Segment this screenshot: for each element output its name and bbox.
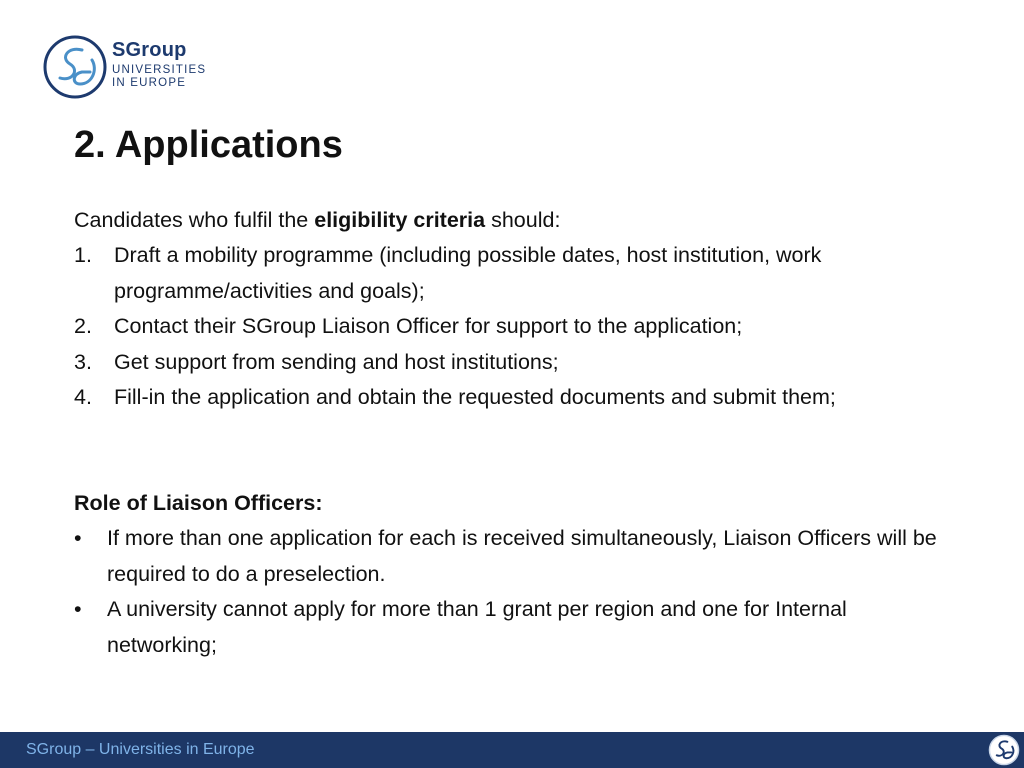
steps-list [74,238,954,415]
step-text: Contact their SGroup Liaison Officer for support to the application; [114,314,743,339]
step-text: Get support from sending and host institutions; [114,349,559,374]
bullet-icon: • [74,597,82,622]
role-item [74,521,954,592]
footer-bar [0,732,1024,768]
role-item-text: A university cannot apply for more than 1 grant per region and one for Internal networking; [107,597,847,657]
step-text: Fill-in the application and obtain the requested documents and submit them; [114,385,836,410]
step-item [74,345,954,380]
slide-title: 2. Applications [74,124,343,166]
intro-text-after: should: [485,208,561,232]
applications-section [74,203,954,415]
role-item-text: If more than one application for each is received simultaneously, Liaison Officers will be required to do a preselection. [107,526,937,586]
sgroup-logo [42,34,222,100]
intro-text-before: Candidates who fulfil the [74,208,315,232]
logo-line-1: UNIVERSITIES [112,64,207,76]
step-item [74,238,954,309]
step-text: Draft a mobility programme (including possible dates, host institution, work programme/activities and goals); [114,243,822,303]
intro-emphasis: eligibility criteria [314,208,486,232]
step-number: 1. [74,243,92,268]
step-number: 4. [74,385,92,410]
role-item [74,592,954,663]
step-number: 3. [74,349,92,374]
step-item [74,309,954,344]
step-item [74,380,954,415]
intro-sentence [74,203,954,238]
step-number: 2. [74,314,92,339]
role-heading: Role of Liaison Officers: [74,491,323,515]
bullet-icon: • [74,526,82,551]
role-list [74,521,954,663]
logo-wordmark [112,40,206,90]
liaison-officers-section [74,486,954,663]
sgroup-logo-icon [42,34,108,100]
logo-line-2: IN EUROPE [112,77,187,89]
footer-text: SGroup – Universities in Europe [26,741,255,758]
sgroup-footer-icon [988,734,1020,766]
logo-name: SGroup [112,39,187,61]
